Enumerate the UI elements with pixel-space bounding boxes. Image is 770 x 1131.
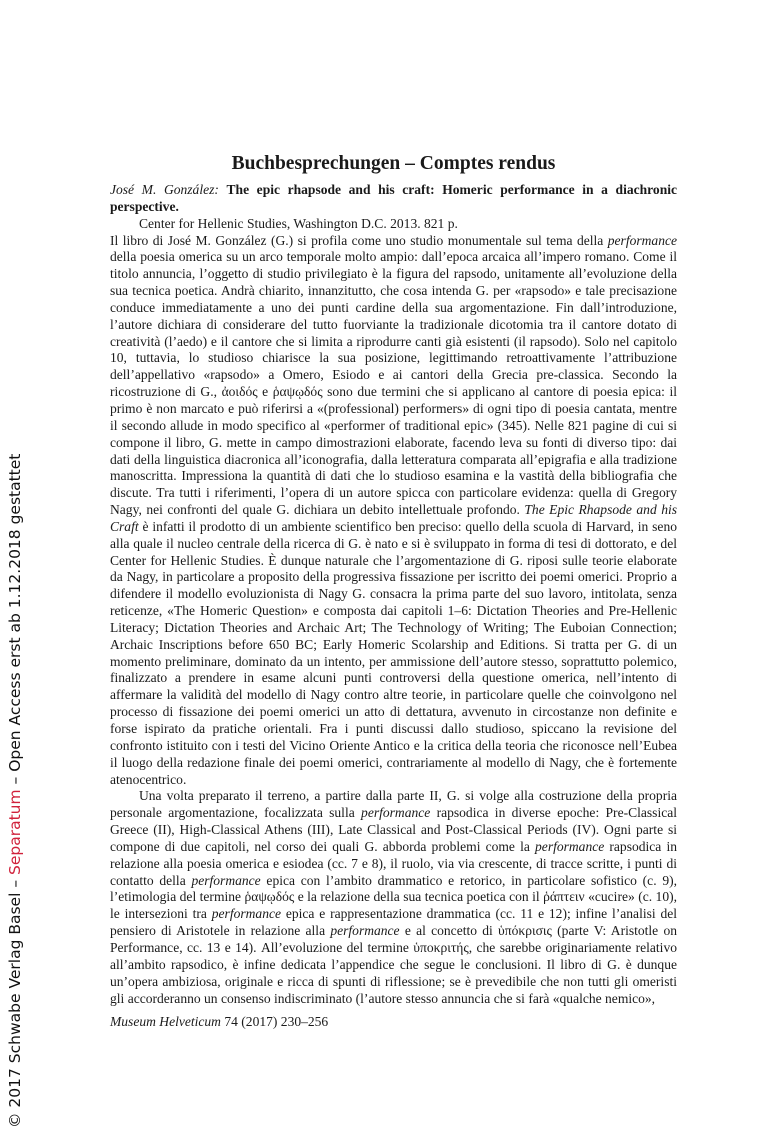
p2-text-4: epica con l’ambito drammatico e retorico, in particolare sofistico (c. 9), l’etimologia del termine ῥαψῳδός e la relazione della sua tecnica poetica con il ῥάπτειν «cucire» (c. 10), le intersezioni tra [110, 872, 677, 922]
p2-emphasis-2: performance [535, 838, 605, 854]
review-body [110, 182, 677, 1007]
review-author: José M. González: [110, 182, 219, 197]
book-citation [110, 182, 677, 216]
p2-text-2: rapsodica in diverse epoche: Pre-Classical Greece (II), High-Classical Athens (III), Late Classical and Post-Classical Periods (IV). Ogni parte si compone di due capitoli, nel corso dei quali G. abborda problemi come la [110, 805, 677, 854]
journal-footer [110, 1013, 328, 1030]
sidebar-suffix: – Open Access erst ab 1.12.2018 gestattet [6, 453, 24, 790]
p1-text-2: della poesia omerica su un arco temporale molto ampio: dall’epoca arcaica all’impero romano. Come il titolo annuncia, l’oggetto di studio privilegiato è la figura del rapsodo, unitamente all’evoluzione della sua tecnica poetica. Andrà chiarito, innanzitutto, che cosa intenda G. per «rapsodo» e tale precisazione conduce immediatamente a uno dei punti cardine della sua argomentazione. Fin dall’introduzione, l’autore dichiara di considerare del tutto fuorviante la tradizionale dicotomia tra il cantore dotato di creatività (l’aedo) e il cantore che si limita a riprodurre canti già esistenti (il rapsodo). Solo nel capitolo 10, tuttavia, lo studioso chiarisce la sua posizione, legittimando retroattivamente l’attribuzione dell’appellativo «rapsodo» a Omero, Esiodo e ai cantori della Grecia pre-classica. Secondo la ricostruzione di G., ἀοιδός e ῥαψῳδός sono due termini che si applicano al cantore di poesia epica: il primo è non marcato e può riferirsi a «(professional) performers» di ogni tipo di poesia cantata, mentre il secondo allude in modo specifico al «performer of traditional epic» (345). Nelle 821 pagine di cui si compone il libro, G. mette in campo dimostrazioni elaborate, facendo leva su fonti di diverso tipo: dai dati della linguistica diacronica all’iconografia, dalla letteratura comparata all’epigrafia e alla tradizione manoscritta. Impressiona la quantità di dati che lo studioso esamina e la vastità della bibliografia che discute. Tra tutti i riferimenti, l’opera di un autore spicca con particolare evidenza: quella di Gregory Nagy, nei confronti del quale G. dichiara un debito intellettuale profondo. [110, 249, 677, 518]
p2-emphasis-3: performance [191, 872, 261, 888]
p2-emphasis-4: performance [211, 906, 281, 922]
journal-name: Museum Helveticum [110, 1014, 221, 1029]
book-title: The epic rhapsode and his craft: Homeric performance in a diachronic perspective. [110, 182, 678, 214]
paragraph-1 [110, 233, 677, 789]
p2-emphasis-1: performance [361, 805, 431, 821]
copyright-sidebar [2, 453, 28, 1128]
sidebar-separatum: Separatum [6, 789, 24, 875]
p2-text-3: rapsodica in relazione alla poesia omerica e esiodea (cc. 7 e 8), il ruolo, via via crescente, di tracce scritte, i punti di contatto della [110, 838, 678, 888]
journal-issue: 74 (2017) 230–256 [220, 1014, 329, 1029]
p1-text-1: Il libro di José M. González (G.) si profila come uno studio monumentale sul tema della [110, 232, 608, 248]
sidebar-prefix: © 2017 Schwabe Verlag Basel – [6, 875, 24, 1128]
p1-emphasis-1: performance [607, 232, 677, 248]
p1-text-3: è infatti il prodotto di un ambiente scientifico ben preciso: quello della scuola di Harvard, in seno alla quale il nucleo centrale della ricerca di G. è nato e si è sviluppato in forma di tesi di dottorato, e del Center for Hellenic Studies. È dunque naturale che l’argomentazione di G. riposi sulle teorie elaborate da Nagy, in particolare a proposito della progressiva fissazione per iscritto dei poemi omerici. Proprio a difendere il modello evoluzionista di Nagy G. consacra la prima parte del suo lavoro, intitolata, senza reticenze, «The Homeric Question» e composta dai capitoli 1–6: Dictation Theories and Pre-Hellenic Literacy; Dictation Theories and Archaic Art; The Technology of Writing; The Euboian Connection; Archaic Inscriptions before 650 BC; Early Homeric Scolarship and Editions. Si tratta per G. di un momento preliminare, dominato da un intento, per ammissione dell’autore stesso, soprattutto polemico, finalizzato a prendere in esame alcuni punti controversi della questione omerica, nell’intento di affermare la validità del modello di Nagy contro altre teorie, in particolare quelle che coinvolgono nel processo di fissazione dei poemi omerici un atto di dettatura, avvenuto in circostanze non definite e forse ispirato da pratiche orientali. Fra i punti discussi dallo studioso, spiccano la revisione del confronto istituito con i testi del Vicino Oriente Antico e la critica della teoria che riconosce nell’Eubea il luogo della redazione finale dei poemi omerici, contrariamente al modello di Nagy, che è fortemente atenocentrico. [110, 518, 677, 787]
p2-emphasis-5: performance [330, 923, 400, 939]
p2-text-6: e al concetto di ὑπόκρισις (parte V: Aristotle on Performance, cc. 13 e 14). All’evoluzione del termine ὑποκριτής, che sarebbe originariamente relativo all’ambito rapsodico, è infine dedicata l’appendice che segue le conclusioni. Il libro di G. è dunque un’opera ambiziosa, originale e ricca di spunti di riflessione; se è prevedibile che non tutti gli omeristi gli accorderanno un consenso indiscriminato (l’autore stesso annuncia che si farà «qualche nemico», [110, 923, 677, 1006]
paragraph-2 [110, 788, 677, 1007]
book-publisher: Center for Hellenic Studies, Washington D.C. 2013. 821 p. [139, 215, 458, 231]
p2-text-1: Una volta preparato il terreno, a partire dalla parte II, G. si volge alla costruzione della propria personale argomentazione, focalizzata sulla [110, 788, 677, 821]
section-title: Buchbesprechungen – Comptes rendus [231, 153, 556, 174]
p1-emphasis-2: The Epic Rhapsode and his Craft [110, 502, 677, 534]
p2-text-5: epica e rappresentazione drammatica (cc. 11 e 12); infine l’analisi del pensiero di Aristotele in relazione alla [110, 906, 678, 939]
